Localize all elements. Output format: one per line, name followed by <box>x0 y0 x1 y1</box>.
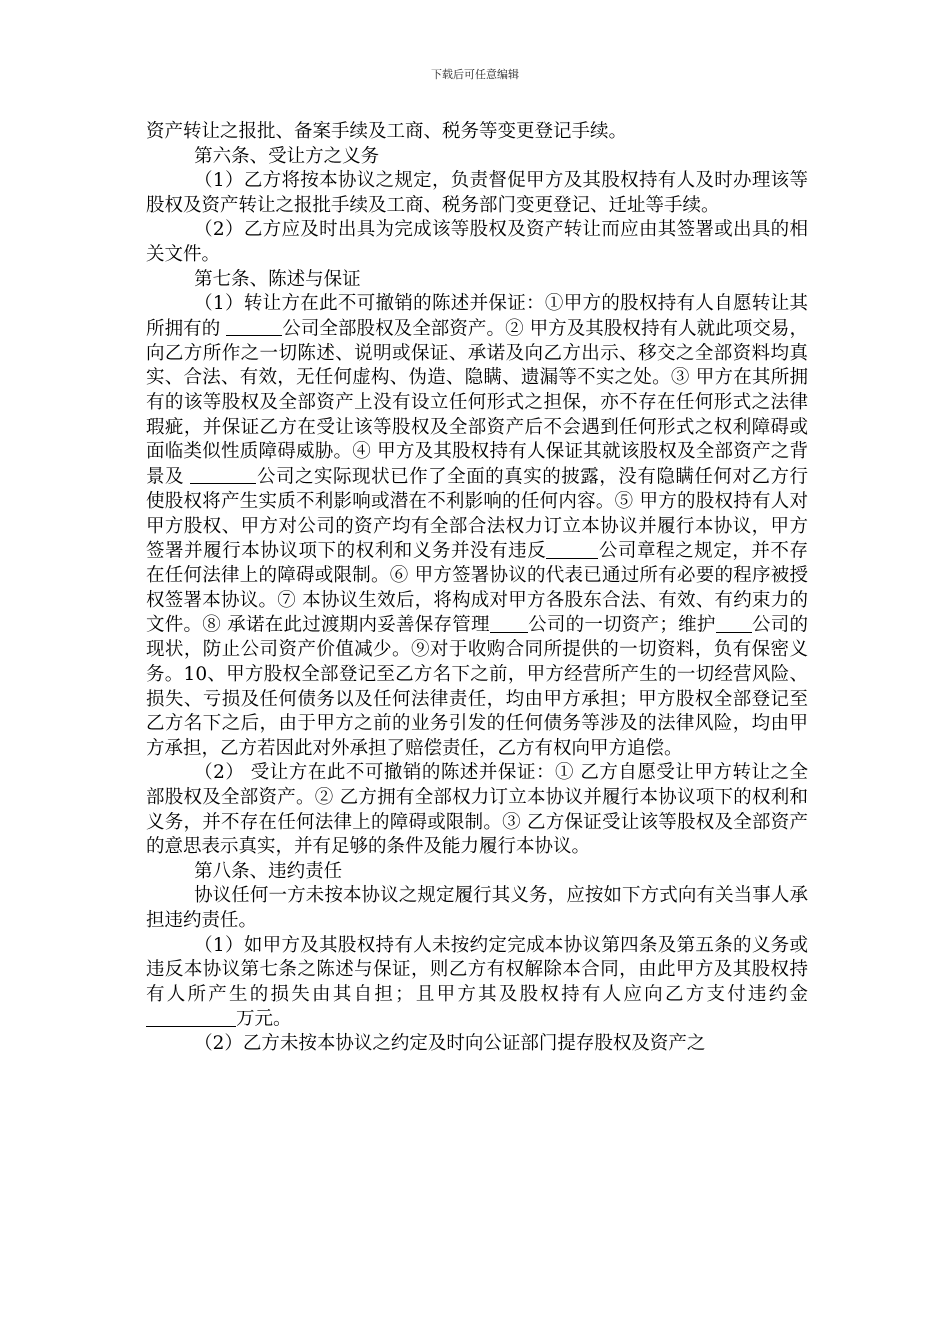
paragraph: （2） 受让方在此不可撤销的陈述并保证：① 乙方自愿受让甲方转让之全部股权及全部资产。② 乙方拥有全部权力订立本协议并履行本协议项下的权利和义务，并不存在任何法律上的障碍或限制。③ 乙方保证受让该等股权及全部资产的意思表示真实，并有足够的条件及能力履行本协议。 <box>146 762 808 858</box>
blank-line <box>146 1007 236 1027</box>
blank-line <box>546 539 598 559</box>
paragraph: 协议任何一方未按本协议之规定履行其义务，应按如下方式向有关当事人承担违约责任。 <box>146 885 808 931</box>
blank-line <box>226 317 282 337</box>
paragraph: 资产转让之报批、备案手续及工商、税务等变更登记手续。 <box>146 121 628 142</box>
blank-line <box>190 465 256 485</box>
blank-line <box>490 613 528 633</box>
text-run: 公司章程之规定，并不存在任何法律上的障碍或限制。⑥ 甲方签署协议的代表已通过所有必要的程序被授权签署本协议。⑦ 本协议生效后，将构成对甲方各股东合法、有效、有约束力的文件。⑧ 承诺在此过渡期内妥善保存管理 <box>146 540 808 636</box>
article-heading-7: 第七条、陈述与保证 <box>194 268 361 290</box>
blank-line <box>716 613 752 633</box>
text-run: 公司的一切资产；维护 <box>527 614 716 636</box>
paragraph <box>146 934 808 1033</box>
paragraph: （2）乙方应及时出具为完成该等股权及资产转让而应由其签署或出具的相关文件。 <box>146 219 808 265</box>
text-run: 公司全部股权及全部资产。② 甲方及其股权持有人就此项交易，向乙方所作之一切陈述、说明或保证、承诺及向乙方出示、移交之全部资料均真实、合法、有效，无任何虚构、伪造、隐瞒、遗漏等不实之处。③ 甲方在其所拥有的该等股权及全部资产上没有设立任何形式之担保，亦不存在任何形式之法律瑕疵，并保证乙方在受让该等股权及全部资产后不会遇到任何形式之权利障碍或面临类似性质障碍威胁。④ 甲方及其股权持有人保证其就该股权及全部资产之背景及 <box>146 318 808 488</box>
article-heading-6: 第六条、受让方之义务 <box>194 145 380 167</box>
paragraph <box>146 292 808 761</box>
page-header: 下载后可任意编辑 <box>431 68 519 81</box>
paragraph: （2）乙方未按本协议之约定及时向公证部门提存股权及资产之 <box>194 1033 706 1055</box>
text-run: 公司的现状，防止公司资产价值减少。⑨对于收购合同所提供的一切资料，负有保密义务。10、甲方股权全部登记至乙方名下之前，甲方经营所产生的一切经营风险、损失、亏损及任何债务以及任何法律责任，均由甲方承担；甲方股权全部登记至乙方名下之后，由于甲方之前的业务引发的任何债务等涉及的法律风险，均由甲方承担，乙方若因此对外承担了赔偿责任，乙方有权向甲方追偿。 <box>146 614 808 759</box>
paragraph: （1）乙方将按本协议之规定，负责督促甲方及其股权持有人及时办理该等股权及资产转让之报批手续及工商、税务部门变更登记、迁址等手续。 <box>146 170 808 216</box>
document-body <box>146 120 808 1057</box>
text-run: 万元。 <box>236 1008 292 1030</box>
text-run: （1）如甲方及其股权持有人未按约定完成本协议第四条及第五条的义务或违反本协议第七条之陈述与保证，则乙方有权解除本合同，由此甲方及其股权持有人所产生的损失由其自担；且甲方其及股权持有人应向乙方支付违约金 <box>146 934 808 1005</box>
article-heading-8: 第八条、违约责任 <box>194 860 343 882</box>
text-run: （1）转让方在此不可撤销的陈述并保证：①甲方的股权持有人自愿转让其所拥有的 <box>146 293 808 340</box>
text-run: 公司之实际现状已作了全面的真实的披露，没有隐瞒任何对乙方行使股权将产生实质不利影响或潜在不利影响的任何内容。⑤ 甲方的股权持有人对甲方股权、甲方对公司的资产均有全部合法权力订立本协议并履行本协议，甲方签署并履行本协议项下的权利和义务并没有违反 <box>146 466 808 562</box>
